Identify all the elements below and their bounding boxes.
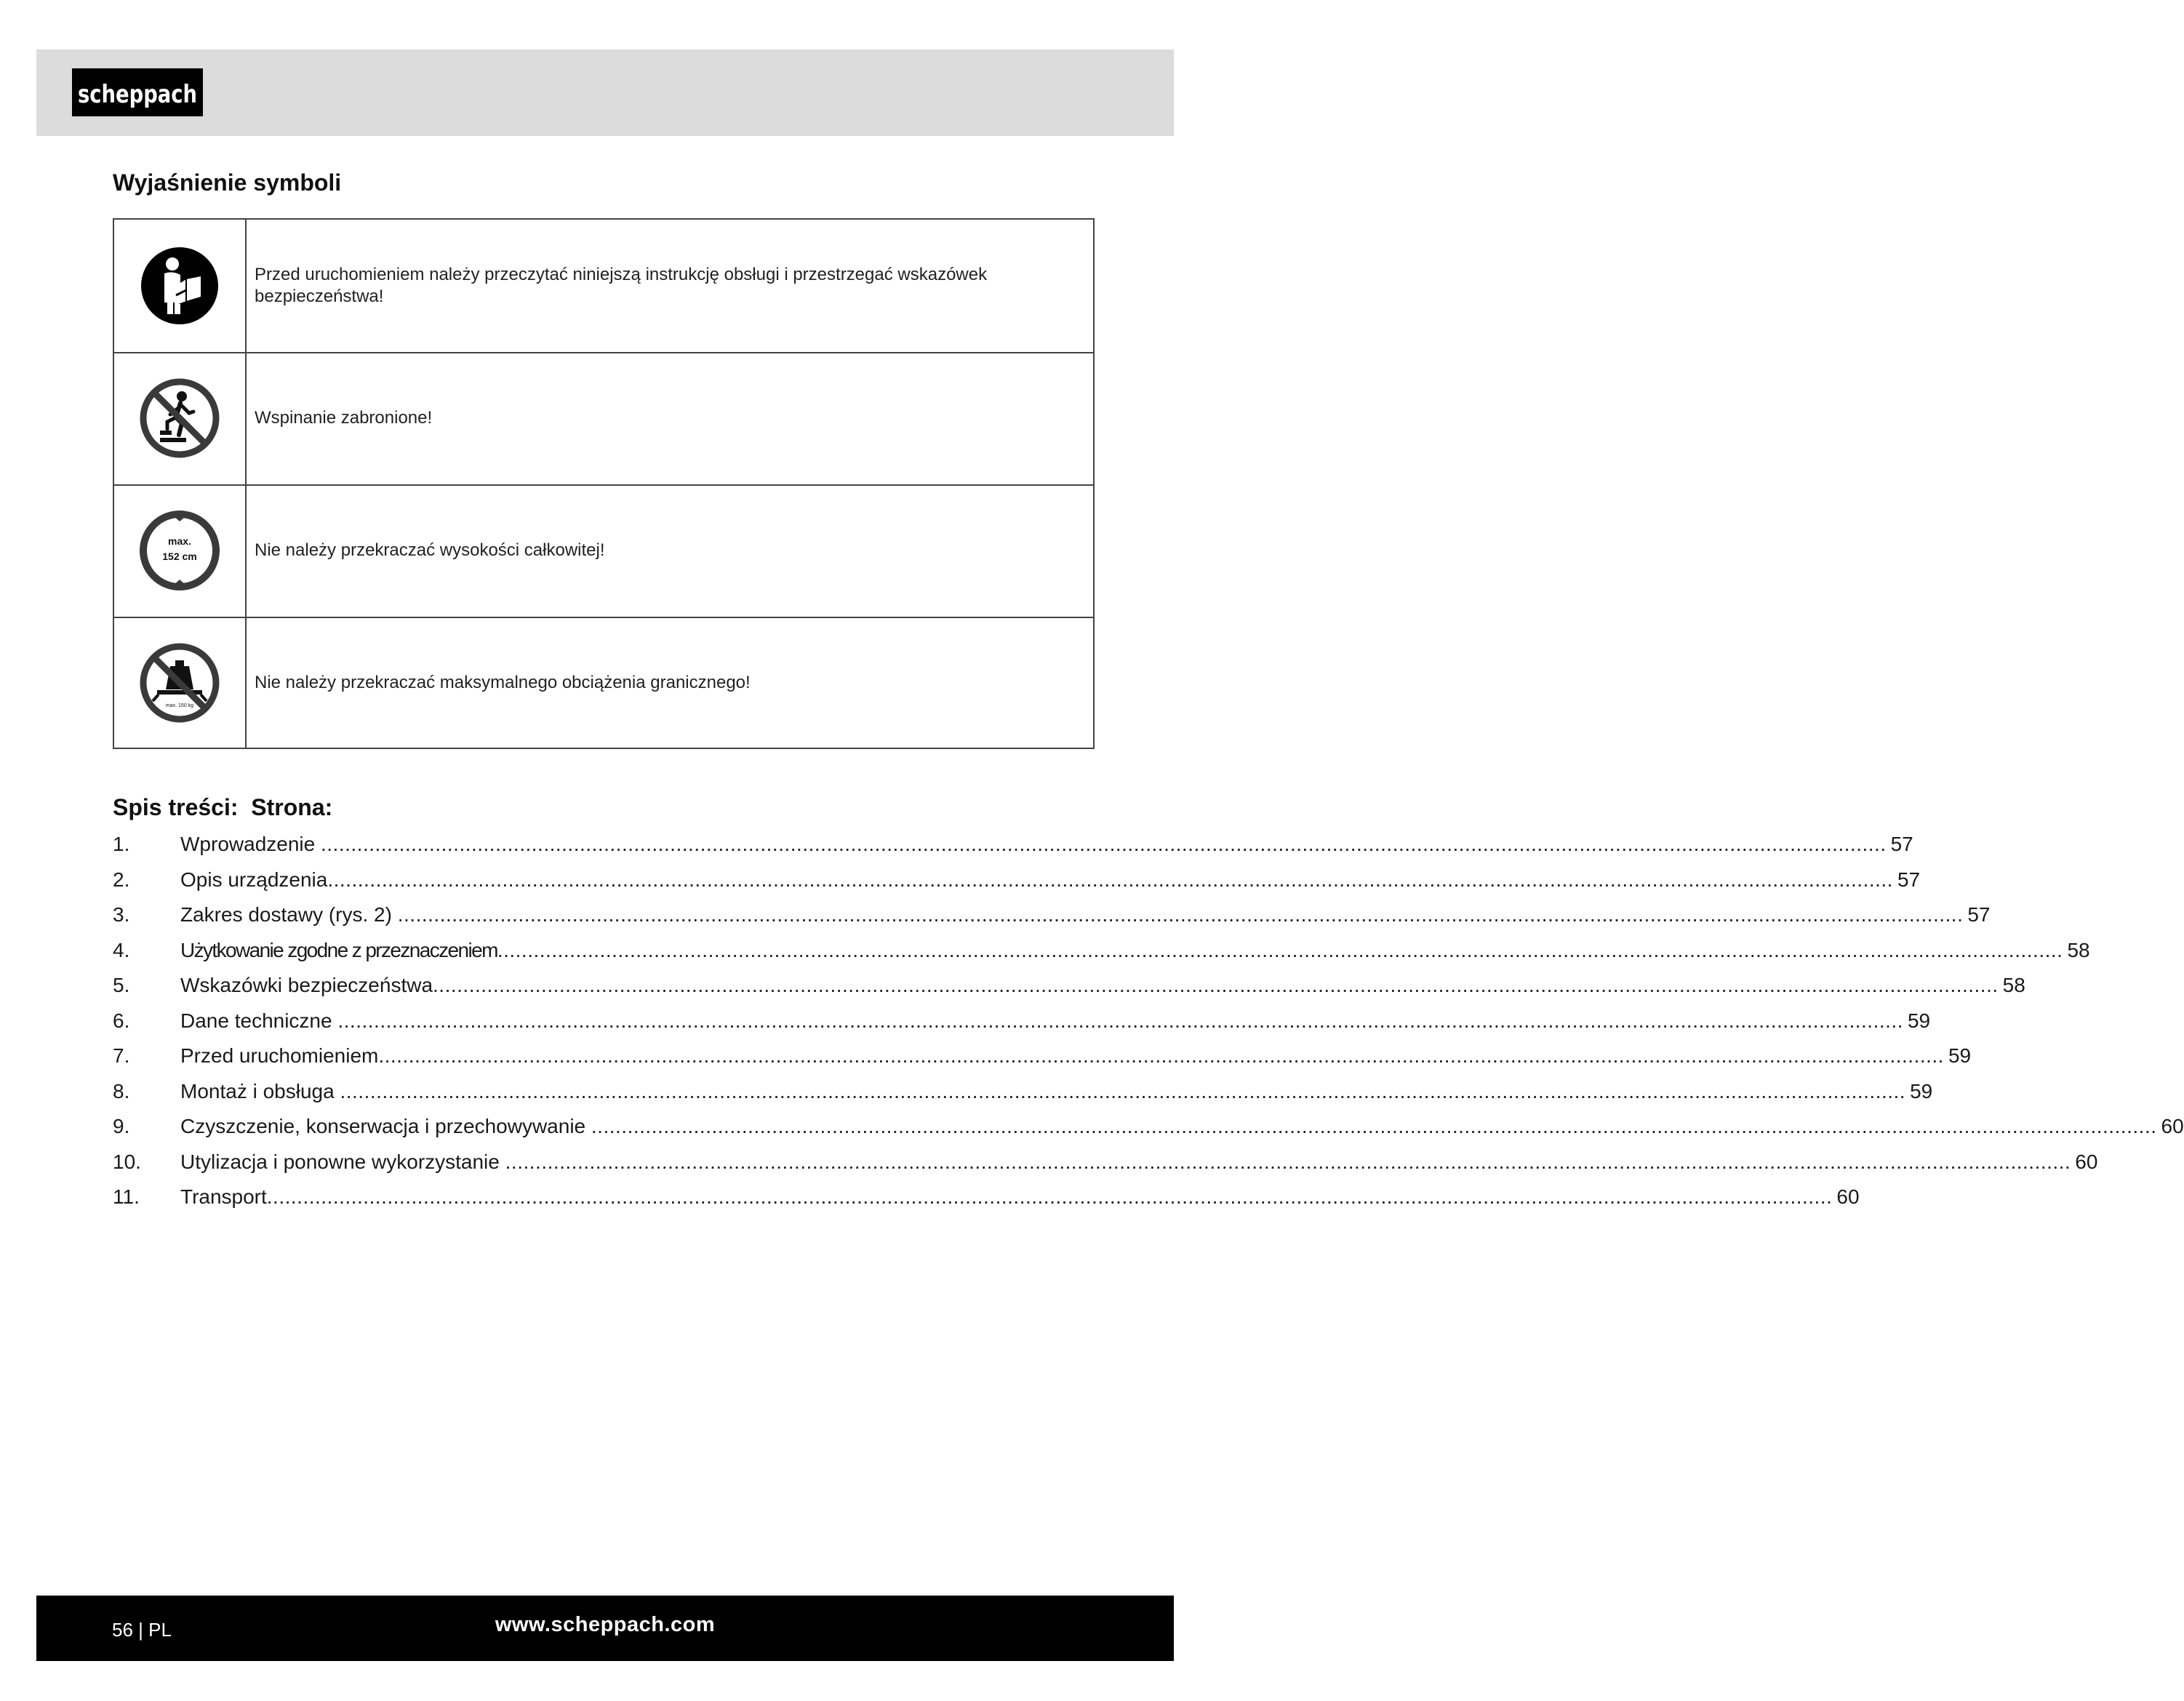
toc-item-title: Transport xyxy=(180,1185,267,1208)
max-height-icon xyxy=(138,509,221,592)
scheppach-logo xyxy=(72,68,203,116)
toc-item-title: Przed uruchomieniem xyxy=(180,1044,379,1067)
max-height-label-1: max. xyxy=(168,535,191,547)
toc-leader-dots: .................................................................................................................................................................................................................................................................... xyxy=(433,974,1999,996)
toc-item[interactable] xyxy=(113,1004,1931,1039)
toc-leader-dots: .................................................................................................................................................................................................................................................................... xyxy=(378,1044,1944,1067)
toc-item[interactable] xyxy=(113,1038,1972,1074)
toc-item-number: 2. xyxy=(113,868,130,891)
toc-leader-dots: .................................................................................................................................................................................................................................................................... xyxy=(505,1150,2071,1173)
toc-item[interactable] xyxy=(113,827,1913,862)
max-height-label-2: 152 cm xyxy=(162,551,197,562)
symbol-text-read-manual: Przed uruchomieniem należy przeczytać niniejszą instrukcję obsługi i przestrzegać wskazówek bezpieczeństwa! xyxy=(255,265,988,306)
max-load-icon xyxy=(138,641,221,724)
symbol-row-max-height xyxy=(114,484,1093,618)
toc-item-page: 57 xyxy=(1897,868,1921,891)
symbol-text-max-height: Nie należy przekraczać wysokości całkowitej! xyxy=(255,540,605,560)
toc-leader-dots: .................................................................................................................................................................................................................................................................... xyxy=(337,1009,1903,1032)
toc-item-number: 4. xyxy=(113,938,130,961)
toc-item-title: Dane techniczne xyxy=(180,1009,338,1032)
toc-item-page: 58 xyxy=(2002,974,2025,996)
toc-leader-dots: .................................................................................................................................................................................................................................................................... xyxy=(497,938,2063,961)
toc-item-number: 8. xyxy=(113,1079,130,1102)
toc-item-page: 60 xyxy=(2075,1150,2098,1173)
symbols-heading: Wyjaśnienie symboli xyxy=(113,169,342,196)
toc-item-title: Czyszczenie, konserwacja i przechowywanie xyxy=(180,1115,591,1137)
toc-item-number: 9. xyxy=(113,1115,130,1137)
toc-item-title: Zakres dostawy (rys. 2) xyxy=(180,903,398,926)
toc-item-number: 11. xyxy=(113,1185,140,1208)
max-load-label: max. 150 kg xyxy=(165,703,194,708)
toc-heading: Spis treści: Strona: xyxy=(113,794,333,820)
toc-leader-dots: .................................................................................................................................................................................................................................................................... xyxy=(266,1185,1833,1208)
toc-item-title: Użytkowanie zgodne z przeznaczeniem xyxy=(180,938,497,961)
toc-item-page: 60 xyxy=(2161,1115,2184,1137)
toc-item-number: 3. xyxy=(113,903,130,926)
toc-item-number: 10. xyxy=(113,1150,141,1173)
toc-item-page: 57 xyxy=(1967,903,1991,926)
no-climbing-icon xyxy=(138,377,221,460)
toc-leader-dots: .................................................................................................................................................................................................................................................................... xyxy=(397,903,1964,926)
toc-item-title: Opis urządzenia xyxy=(180,868,328,891)
toc-item-number: 5. xyxy=(113,974,130,996)
toc-item-number: 7. xyxy=(113,1044,130,1067)
toc-item[interactable] xyxy=(113,933,2090,969)
footer-band xyxy=(36,1596,1174,1661)
toc-leader-dots: .................................................................................................................................................................................................................................................................... xyxy=(327,868,1893,891)
symbol-row-read-manual xyxy=(114,220,1093,353)
symbols-table xyxy=(113,218,1095,749)
toc-item-number: 1. xyxy=(113,833,130,855)
toc-item-page: 57 xyxy=(1890,833,1913,855)
toc-item[interactable] xyxy=(113,1074,1933,1110)
toc-list xyxy=(113,827,2184,1215)
symbol-text-max-load: Nie należy przekraczać maksymalnego obciążenia granicznego! xyxy=(255,673,751,692)
footer-website-link[interactable]: www.scheppach.com xyxy=(495,1613,716,1636)
symbol-row-no-climbing xyxy=(114,352,1093,486)
toc-item-number: 6. xyxy=(113,1009,130,1032)
toc-item[interactable] xyxy=(113,862,1921,898)
toc-item-page: 58 xyxy=(2067,938,2090,961)
logo-text: scheppach xyxy=(78,80,197,109)
toc-item-title: Wskazówki bezpieczeństwa xyxy=(180,974,433,996)
symbol-text-no-climbing: Wspinanie zabronione! xyxy=(255,408,433,428)
toc-item[interactable] xyxy=(113,968,2025,1004)
toc-item[interactable] xyxy=(113,897,1991,933)
toc-item-title: Montaż i obsługa xyxy=(180,1079,340,1102)
toc-item-page: 60 xyxy=(1836,1185,1860,1208)
toc-item[interactable] xyxy=(113,1145,2098,1180)
read-manual-icon xyxy=(138,244,221,327)
toc-item-title: Wprowadzenie xyxy=(180,833,321,855)
toc-leader-dots: .................................................................................................................................................................................................................................................................... xyxy=(320,833,1887,855)
toc-item[interactable] xyxy=(113,1180,1860,1215)
header-band xyxy=(36,49,1174,136)
toc-item[interactable] xyxy=(113,1109,2184,1145)
toc-item-page: 59 xyxy=(1907,1009,1931,1032)
toc-item-title: Utylizacja i ponowne wykorzystanie xyxy=(180,1150,505,1173)
toc-leader-dots: .................................................................................................................................................................................................................................................................... xyxy=(340,1079,1906,1102)
toc-item-page: 59 xyxy=(1910,1079,1933,1102)
toc-leader-dots: .................................................................................................................................................................................................................................................................... xyxy=(591,1115,2157,1137)
footer-page-label: 56 | PL xyxy=(112,1619,172,1641)
toc-item-page: 59 xyxy=(1948,1044,1972,1067)
symbol-row-max-load xyxy=(114,617,1093,749)
